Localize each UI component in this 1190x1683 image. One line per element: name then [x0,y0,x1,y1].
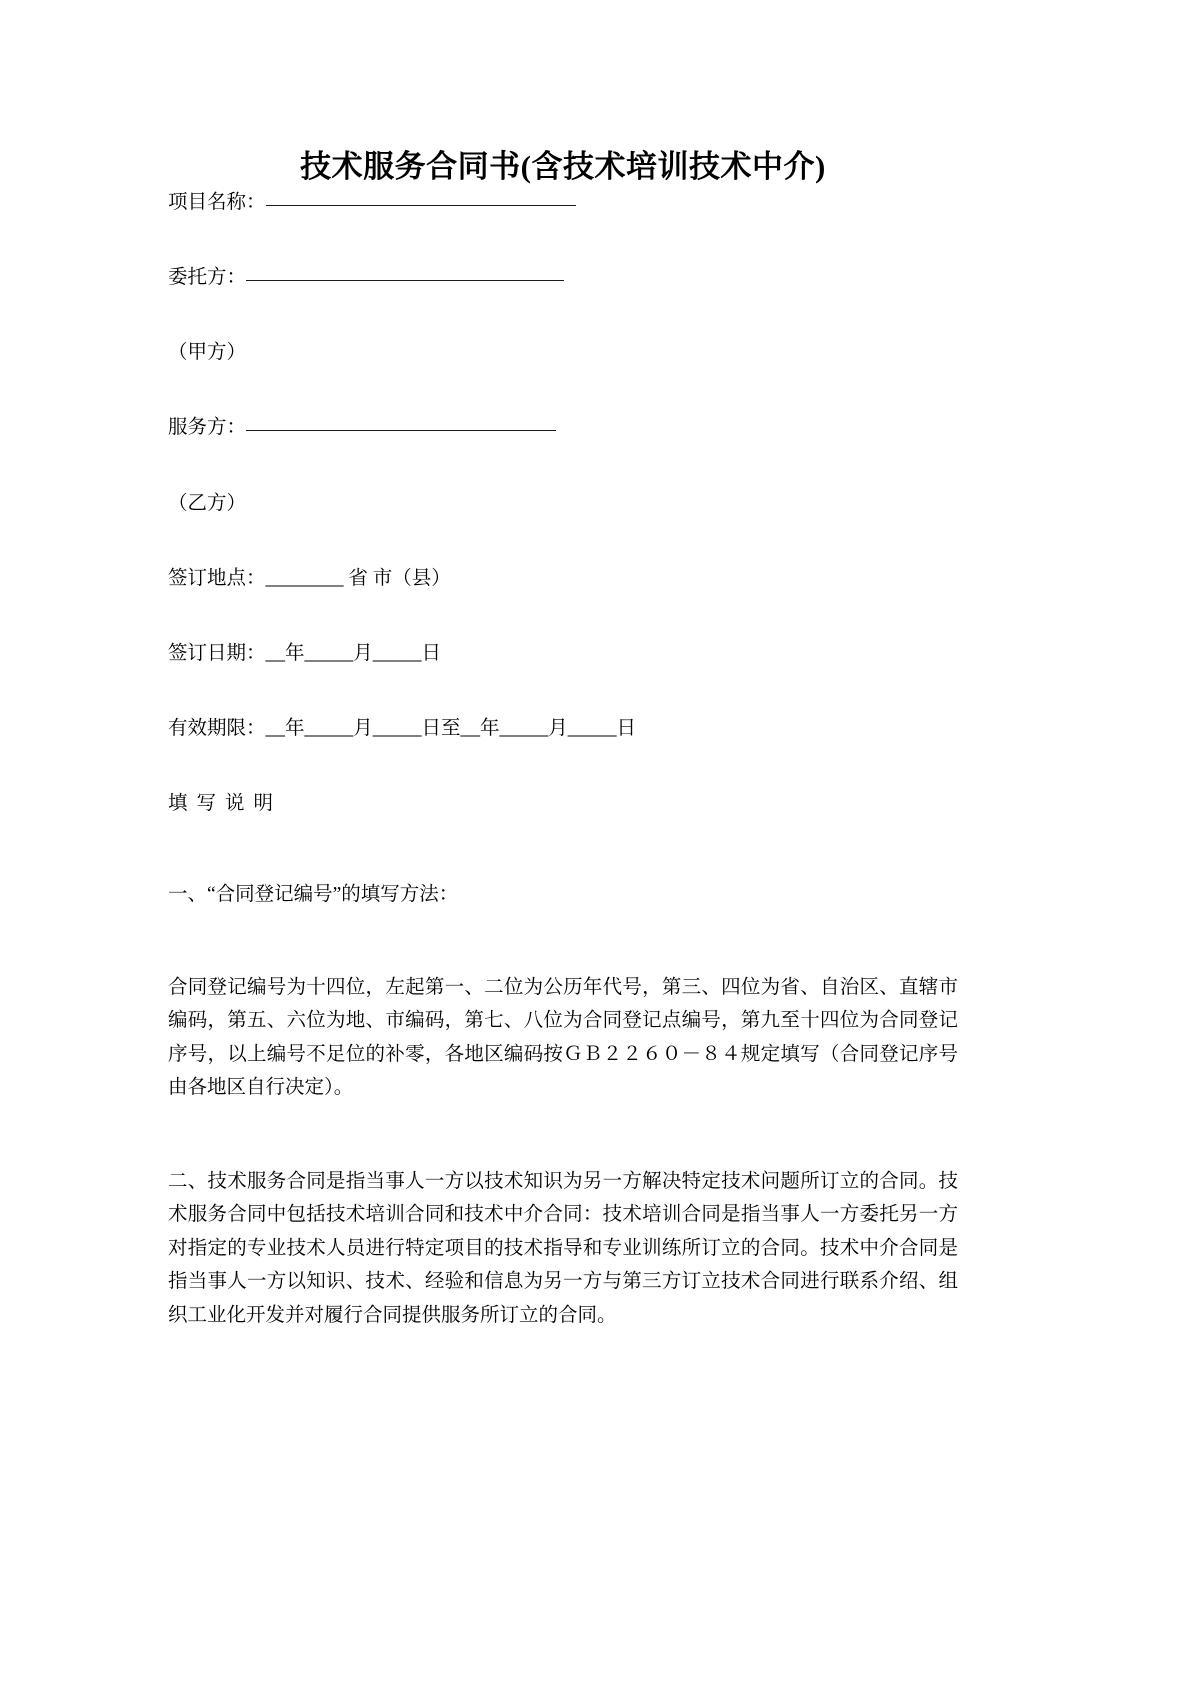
field-client [168,262,958,293]
clause-one-heading: 一、“合同登记编号”的填写方法： [168,884,459,906]
field-label-sign-date: 签订日期： [168,642,266,664]
document-content [168,0,958,1332]
field-suffix-sign-place: 省 市（县） [348,567,451,589]
field-input-project-name[interactable] [266,205,576,206]
field-label-sign-place: 签订地点： [168,567,266,589]
spacer [168,819,958,879]
spacer [168,911,958,971]
spacer [168,744,958,788]
field-valid-period [168,713,958,744]
spacer [168,293,958,337]
field-input-valid-period[interactable]: __年_____月_____日至__年_____月_____日 [265,718,637,740]
field-label-project-name: 项目名称： [168,191,266,213]
field-input-provider[interactable] [246,430,556,431]
field-provider-party-note: （乙方） [168,492,247,514]
clause-one-body: 合同登记编号为十四位，左起第一、二位为公历年代号，第三、四位为省、自治区、直辖市编码，第五、六位为地、市编码，第七、八位为合同登记点编号，第九至十四位为合同登记序号，以上编号不足位的补零，各地区编码按ＧＢ２２６０－８４规定填写（合同登记序号由各地区自行决定）。 [168,976,958,1099]
field-input-client[interactable] [246,280,564,281]
spacer [168,218,958,262]
spacer [168,519,958,563]
field-provider [168,412,958,443]
page-title: 技术服务合同书(含技术培训技术中介) [300,149,826,184]
field-sign-date [168,638,958,669]
field-project-name [168,187,958,218]
field-label-provider: 服务方： [168,417,247,439]
field-client-party-note: （甲方） [168,342,247,364]
spacer [168,368,958,412]
spacer [168,594,958,638]
spacer [168,669,958,713]
instructions-heading: 填写说明 [168,793,283,815]
field-input-sign-date[interactable]: __年_____月_____日 [265,642,442,664]
field-input-sign-place[interactable]: ________ [265,567,344,589]
clause-two-body: 二、技术服务合同是指当事人一方以技术知识为另一方解决特定技术问题所订立的合同。技术服务合同中包括技术培训合同和技术中介合同：技术培训合同是指当事人一方委托另一方对指定的专业技术人员进行特定项目的技术指导和专业训练所订立的合同。技术中介合同是指当事人一方以知识、技术、经验和信息为另一方与第三方订立技术合同进行联系介绍、组织工业化开发并对履行合同提供服务所订立的合同。 [168,1170,958,1326]
field-sign-place [168,563,958,594]
spacer [168,1105,958,1165]
field-label-valid-period: 有效期限： [168,718,266,740]
field-label-client: 委托方： [168,266,247,288]
spacer [168,444,958,488]
